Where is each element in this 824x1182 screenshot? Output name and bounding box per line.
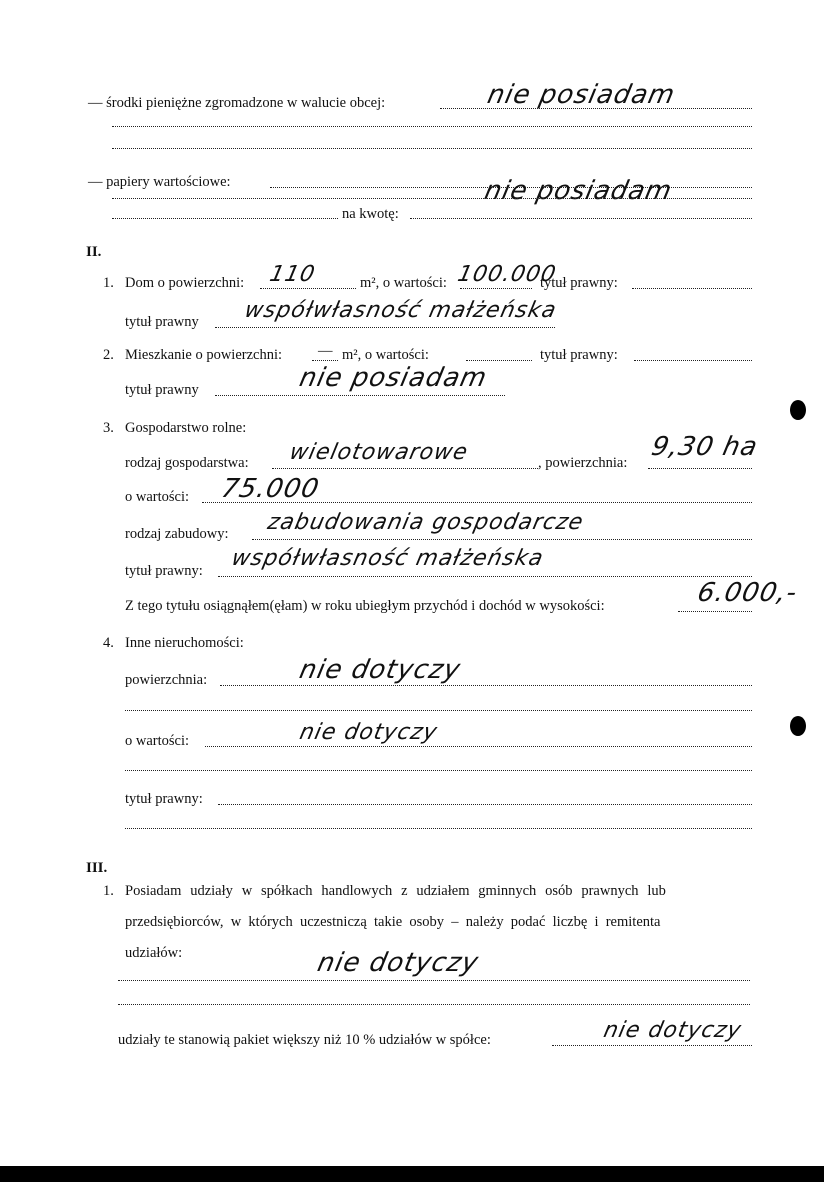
farm-buildings-dots xyxy=(252,539,752,540)
section-iii-heading: III. xyxy=(86,860,108,876)
farm-number: 3. xyxy=(103,420,114,436)
iii-packet-dots xyxy=(552,1045,752,1046)
other-title-dots-2 xyxy=(125,828,752,829)
punch-hole-bottom xyxy=(790,716,806,736)
farm-title-label: tytuł prawny: xyxy=(125,563,203,579)
farm-income: 6.000,- xyxy=(694,578,801,608)
cash-foreign-label: — środki pieniężne zgromadzone w walucie obcej: xyxy=(88,95,386,111)
cash-foreign-answer: nie posiadam xyxy=(484,80,679,110)
other-value-dots xyxy=(205,746,752,747)
farm-type: wielotowarowe xyxy=(287,440,471,465)
section-ii-heading: II. xyxy=(86,244,102,260)
farm-buildings: zabudowania gospodarcze xyxy=(265,510,587,535)
farm-title: współwłasność małżeńska xyxy=(229,546,547,571)
other-title-dots xyxy=(218,804,752,805)
other-area-label: powierzchnia: xyxy=(125,672,208,688)
flat-title-label: tytuł prawny xyxy=(125,382,199,398)
farm-area: 9,30 ha xyxy=(648,432,761,462)
house-value: 100.000 xyxy=(455,262,559,287)
punch-hole-top xyxy=(790,400,806,420)
cash-foreign-dots-3 xyxy=(112,148,752,149)
iii-text-line3: udziałów: xyxy=(125,945,183,961)
house-area-label: Dom o powierzchni: xyxy=(125,275,245,291)
farm-type-dots xyxy=(272,468,538,469)
flat-title-dots xyxy=(215,395,505,396)
securities-amount-dots xyxy=(410,218,752,219)
other-value-dots-2 xyxy=(125,770,752,771)
farm-type-label: rodzaj gospodarstwa: xyxy=(125,455,249,471)
farm-area-label: , powierzchnia: xyxy=(538,455,628,471)
house-title-inline-dots xyxy=(632,288,752,289)
flat-area-value: — xyxy=(318,343,333,359)
other-title-label: tytuł prawny: xyxy=(125,791,203,807)
other-value-label: o wartości: xyxy=(125,733,190,749)
securities-answer: nie posiadam xyxy=(481,176,676,206)
flat-unit-label: m², o wartości: xyxy=(342,347,429,363)
flat-area-label: Mieszkanie o powierzchni: xyxy=(125,347,283,363)
flat-number: 2. xyxy=(103,347,114,363)
farm-area-dots xyxy=(648,468,752,469)
flat-value-dots xyxy=(466,360,532,361)
other-area-dots-2 xyxy=(125,710,752,711)
house-area-value: 110 xyxy=(267,262,318,287)
securities-amount-label: na kwotę: xyxy=(342,206,399,222)
house-title-label: tytuł prawny xyxy=(125,314,199,330)
other-value: nie dotyczy xyxy=(297,720,440,745)
farm-value-label: o wartości: xyxy=(125,489,190,505)
iii-packet-label: udziały te stanowią pakiet większy niż 10 % udziałów w spółce: xyxy=(118,1032,491,1048)
securities-label: — papiery wartościowe: xyxy=(88,174,231,190)
house-area-dots xyxy=(260,288,356,289)
iii-packet-answer: nie dotyczy xyxy=(601,1018,744,1043)
house-number: 1. xyxy=(103,275,114,291)
flat-title-inline-label: tytuł prawny: xyxy=(540,347,618,363)
farm-income-label: Z tego tytułu osiągnąłem(ęłam) w roku ubiegłym przychód i dochód w wysokości: xyxy=(125,598,605,614)
flat-title-inline-dots xyxy=(634,360,752,361)
house-title: współwłasność małżeńska xyxy=(242,298,560,323)
farm-title-dots xyxy=(218,576,752,577)
securities-dots-3 xyxy=(112,218,338,219)
other-area-dots xyxy=(220,685,752,686)
flat-title: nie posiadam xyxy=(296,363,491,393)
house-title-dots xyxy=(215,327,555,328)
house-unit-label: m², o wartości: xyxy=(360,275,447,291)
farm-value: 75.000 xyxy=(218,474,323,504)
farm-label: Gospodarstwo rolne: xyxy=(125,420,247,436)
iii-answer-dots-2 xyxy=(118,1004,750,1005)
securities-dots-2 xyxy=(112,198,752,199)
house-title-inline-label: tytuł prawny: xyxy=(540,275,618,291)
iii-number: 1. xyxy=(103,883,114,899)
iii-text-line1: Posiadam udziały w spółkach handlowych z udziałem gminnych osób prawnych lub xyxy=(125,883,666,899)
house-value-dots xyxy=(460,288,532,289)
iii-text-line2: przedsiębiorców, w których uczestniczą takie osoby – należy podać liczbę i remitenta xyxy=(125,914,661,930)
farm-buildings-label: rodzaj zabudowy: xyxy=(125,526,229,542)
cash-foreign-dots-2 xyxy=(112,126,752,127)
iii-answer: nie dotyczy xyxy=(314,948,482,978)
other-number: 4. xyxy=(103,635,114,651)
other-label: Inne nieruchomości: xyxy=(125,635,244,651)
iii-answer-dots xyxy=(118,980,750,981)
farm-income-dots xyxy=(678,611,752,612)
other-area: nie dotyczy xyxy=(296,655,464,685)
flat-area-dots xyxy=(312,360,338,361)
scan-border xyxy=(0,1166,824,1182)
